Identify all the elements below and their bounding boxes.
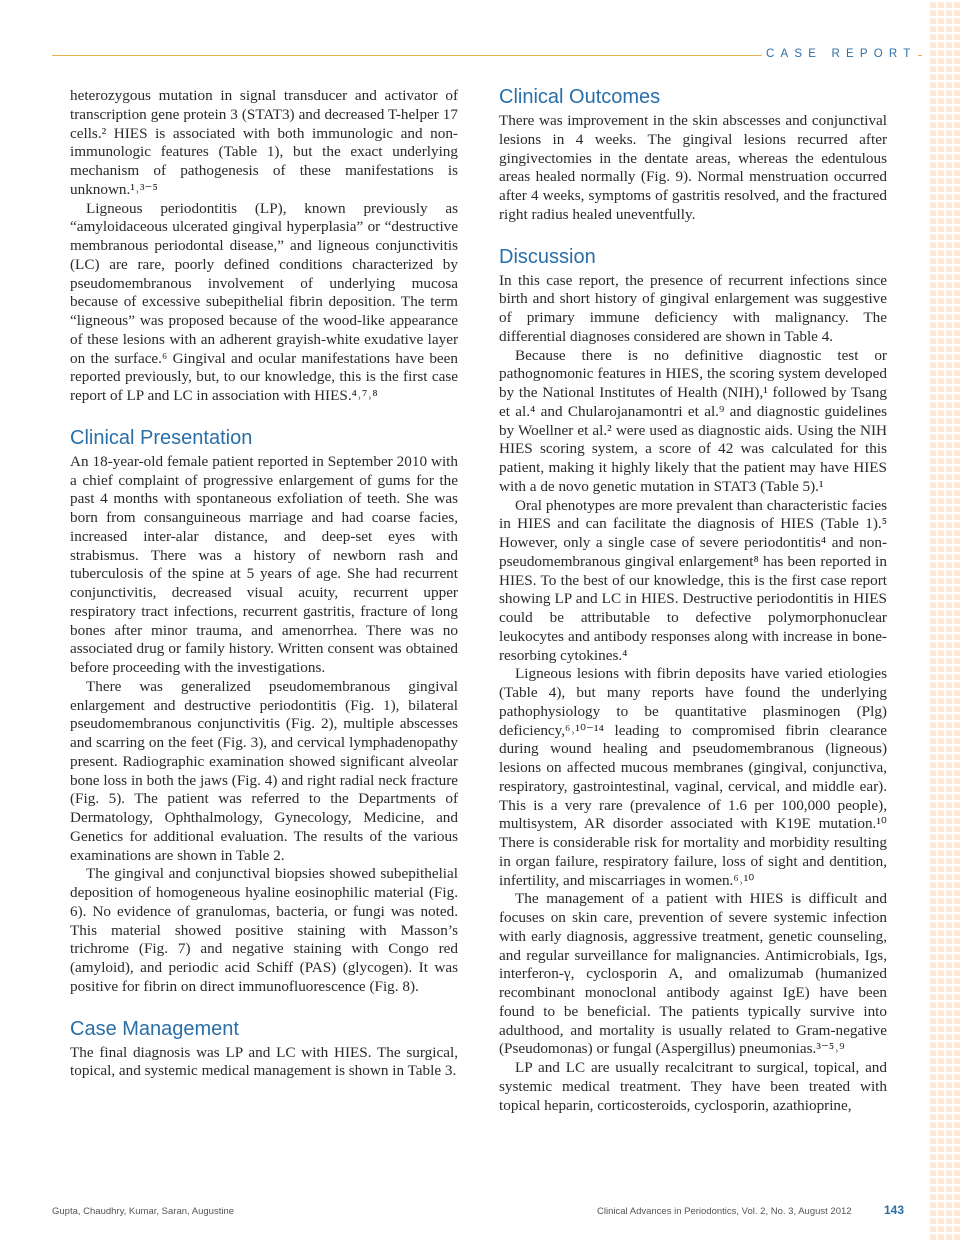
paragraph: Ligneous periodontitis (LP), known previously as “amyloidaceous ulcerated gingival hyperplasia” or “destructive membranous periodontal disease,” and ligneous conjunctivitis (LC) are rare, poorly defined conditions characterized by pseudomembranous involvement of underlying mucosa because of excessive subepithelial fibrin deposition. The term “ligneous” was proposed because of the wood-like appearance of these lesions with an adherent grayish-white exudative layer on the surface.⁶ Gingival and ocular manifestations have been reported previously, but, to our knowledge, this is the first case report of LP and LC in association with HIES.⁴˒⁷˒⁸ [70, 199, 458, 404]
paragraph: Ligneous lesions with fibrin deposits have varied etiologies (Table 4), but many reports have found the underlying pathophysiology to be quantitative plasminogen (Plg) deficiency,⁶˒¹⁰⁻¹⁴ leading to compromised fibrin clearance during wound healing and pseudomembranous (ligneous) lesions on affected mucous membranes (gingival, conjunctiva, respiratory, gastrointestinal, vaginal, cervical, and middle ear). This is a very rare (prevalence of 1.6 per 100,000 people), multisystem, AR disorder associated with K19E mutation.¹⁰ There is considerable risk for mortality and morbidity resulting in organ failure, respiratory failure, loss of sight and dentition, infertility, and miscarriages in women.⁶˒¹⁰ [499, 665, 887, 889]
left-column [70, 87, 458, 1081]
footer-journal: Clinical Advances in Periodontics, Vol. 2, No. 3, August 2012 [597, 1206, 852, 1217]
page-number: 143 [884, 1203, 905, 1217]
paragraph: There was generalized pseudomembranous gingival enlargement and destructive periodontitis (Fig. 1), bilateral pseudomembranous conjunctivitis (Fig. 2), multiple abscesses and scarring on the feet (Fig. 3), and cervical lymphadenopathy present. Radiographic examination showed significant alveolar bone loss in both the jaws (Fig. 4) and right radial neck fracture (Fig. 5). The patient was referred to the Departments of Dermatology, Ophthalmology, Gynecology, Medicine, and Genetics for additional evaluation. The results of the various examinations are shown in Table 2. [70, 677, 458, 864]
decorative-side-pattern [928, 0, 960, 1242]
heading-case-management: Case Management [70, 1017, 239, 1040]
heading-discussion: Discussion [499, 245, 596, 268]
paragraph: The gingival and conjunctival biopsies showed subepithelial deposition of homogeneous hyaline eosinophilic material (Fig. 6). No evidence of granulomas, bacteria, or fungi was noted. This material showed positive staining with Masson’s trichrome (Fig. 7) and negative staining with Congo red (amyloid), and periodic acid Schiff (PAS) (glycogen). It was positive for fibrin on direct immunofluorescence (Fig. 8). [70, 865, 458, 995]
footer-authors: Gupta, Chaudhry, Kumar, Saran, Augustine [52, 1206, 235, 1217]
paragraph: In this case report, the presence of recurrent infections since birth and short history of gingival enlargement was suggestive of primary immune deficiency with malignancy. The differential diagnoses considered are shown in Table 4. [499, 271, 887, 345]
heading-clinical-outcomes: Clinical Outcomes [499, 86, 661, 108]
paragraph: Because there is no definitive diagnostic test or pathognomonic features in HIES, the scoring system developed by the National Institutes of Health (NIH),¹ followed by Tsang et al.⁴ and Chularojanamontri et al.⁹ and diagnostic guidelines by Woellner et al.² were used as diagnostic aids. Using the NIH HIES scoring system, a score of 42 was calculated for this patient, making it highly likely that the patient may have HIES with a de novo genetic mutation in STAT3 (Table 5).¹ [499, 346, 887, 495]
paragraph: There was improvement in the skin abscesses and conjunctival lesions in 4 weeks. The gingival lesions recurred after gingivectomies in the dentate areas, whereas the edentulous areas healed normally (Fig. 9). Normal menstruation occurred after 4 weeks, symptoms of gastritis resolved, and the fractured right radius healed uneventfully. [499, 112, 887, 223]
paragraph: The management of a patient with HIES is difficult and focuses on skin care, prevention of severe systemic infection with early diagnosis, aggressive treatment, genetic counseling, and regular surveillance for malignancies. Antimicrobials, Igs, interferon-γ, cyclosporin A, and omalizumab (humanized recombinant monoclonal antibody against IgE) have been found to be beneficial. The patients typically survive into adulthood, and mortality is usually related to Gram-negative (Pseudomonas) or fungal (Aspergillus) pneumonias.³⁻⁵˒⁹ [499, 890, 887, 1058]
paragraph: heterozygous mutation in signal transducer and activator of transcription gene protein 3 (STAT3) and decreased T-helper 17 cells.² HIES is associated with both immunologic and non-immunologic features (Table 1), but the exact underlying mechanism of pathogenesis of these manifestations is unknown.¹˒³⁻⁵ [70, 87, 458, 198]
right-column [499, 85, 887, 1115]
paragraph: An 18-year-old female patient reported in September 2010 with a chief complaint of progressive enlargement of gums for the past 4 months with spontaneous exfoliation of teeth. She was born from consanguineous marriage and had coarse facies, increased inter-alar distance, and deep-set eyes with strabismus. There was a history of newborn rash and tuberculosis of the spine at 5 years of age. She had recurrent conjunctivitis, decreased visual acuity, recurrent upper respiratory tract infections, recurrent gastritis, fracture of long bones after minor trauma, and amenorrhea. There was no associated drug or family history. Written consent was obtained before proceeding with the investigations. [70, 452, 458, 676]
paragraph: Oral phenotypes are more prevalent than characteristic facies in HIES and can facilitate the diagnosis of HIES (Table 1).⁵ However, only a single case of severe periodontitis⁴ and non-pseudomembranous gingival enlargement⁸ has been reported in HIES. To the best of our knowledge, this is the first case report showing LP and LC in HIES. Destructive periodontitis in HIES could be attributable to defective polymorphonuclear leukocytes and antibody responses along with increase in bone-resorbing cytokines.⁴ [499, 496, 887, 664]
paragraph: LP and LC are usually recalcitrant to surgical, topical, and systemic medical treatment. They have been treated with topical heparin, corticosteroids, cyclosporin, azathioprine, [499, 1059, 887, 1114]
section-label: CASE REPORT [762, 48, 918, 60]
paragraph: The final diagnosis was LP and LC with HIES. The surgical, topical, and systemic medical management is shown in Table 3. [70, 1043, 458, 1080]
heading-clinical-presentation: Clinical Presentation [70, 426, 253, 449]
